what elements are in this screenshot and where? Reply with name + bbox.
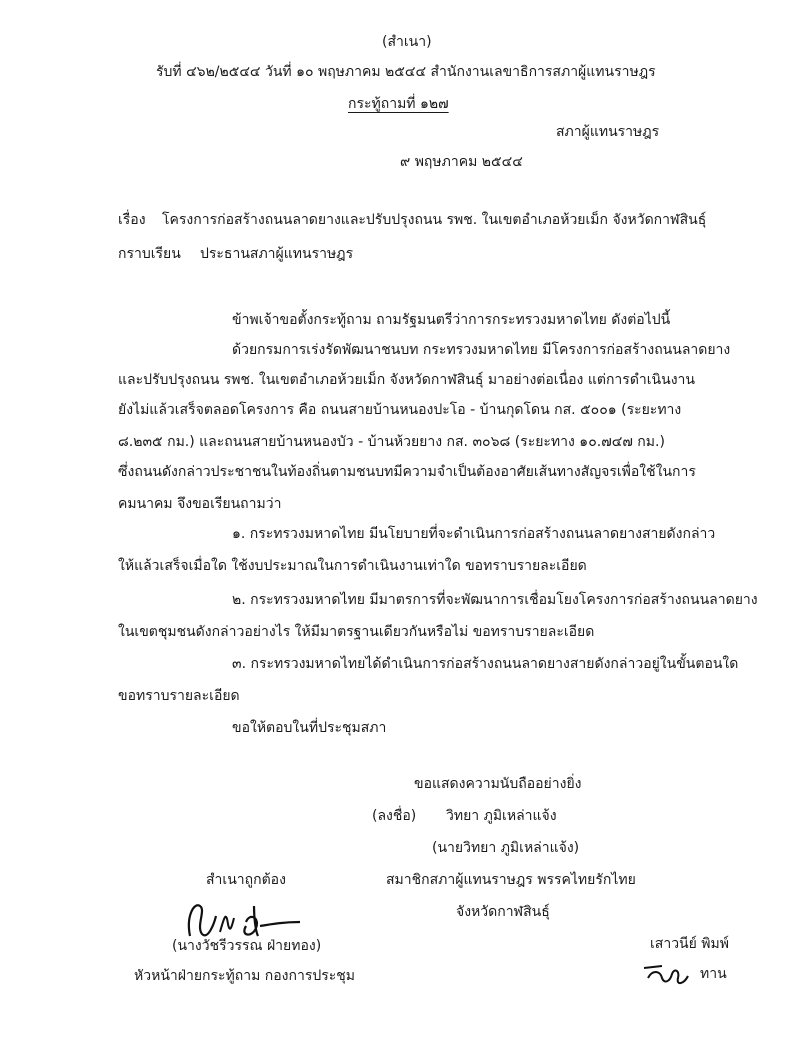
salutation-label: กราบเรียน bbox=[118, 246, 181, 262]
certified-copy-label: สำเนาถูกต้อง bbox=[206, 872, 286, 888]
signer-position: สมาชิกสภาผู้แทนราษฎร พรรคไทยรักไทย bbox=[386, 872, 636, 888]
copy-mark: (สำเนา) bbox=[382, 34, 432, 50]
question-2-line: ๒. กระทรวงมหาดไทย มีมาตรการที่จะพัฒนาการเชื่อมโยงโครงการก่อสร้างถนนลาดยาง bbox=[232, 592, 758, 608]
subject-label: เรื่อง bbox=[118, 212, 146, 228]
answer-request: ขอให้ตอบในที่ประชุมสภา bbox=[232, 720, 387, 736]
paragraph-line: ด้วยกรมการเร่งรัดพัฒนาชนบท กระทรวงมหาดไทย มีโครงการก่อสร้างถนนลาดยาง bbox=[232, 342, 731, 358]
typed-by: เสาวนีย์ พิมพ์ bbox=[650, 936, 729, 952]
receipt-line: รับที่ ๔๖๒/๒๕๔๔ วันที่ ๑๐ พฤษภาคม ๒๕๔๔ สำนักงานเลขาธิการสภาผู้แทนราษฎร bbox=[156, 64, 656, 80]
subject-text: โครงการก่อสร้างถนนลาดยางและปรับปรุงถนน รพช. ในเขตอำเภอห้วยเม็ก จังหวัดกาฬสินธุ์ bbox=[162, 212, 707, 228]
signer-name: วิทยา ภูมิเหล่าแจ้ง bbox=[446, 808, 557, 824]
question-1-line: ๑. กระทรวงมหาดไทย มีนโยบายที่จะดำเนินการก่อสร้างถนนลาดยางสายดังกล่าว bbox=[232, 526, 716, 542]
paragraph-line: คมนาคม จึงขอเรียนถามว่า bbox=[118, 496, 282, 512]
closing-regards: ขอแสดงความนับถืออย่างยิ่ง bbox=[414, 776, 582, 792]
question-2-line: ในเขตชุมชนดังกล่าวอย่างไร ให้มีมาตรฐานเดียวกันหรือไม่ ขอทราบรายละเอียด bbox=[118, 624, 595, 640]
letter-date: ๙ พฤษภาคม ๒๕๔๔ bbox=[400, 154, 523, 170]
certifier-name: (นางวัชรีวรรณ ฝ่ายทอง) bbox=[172, 938, 322, 954]
checker-initials bbox=[640, 958, 700, 988]
intro-line: ข้าพเจ้าขอตั้งกระทู้ถาม ถามรัฐมนตรีว่าการกระทรวงมหาดไทย ดังต่อไปนี้ bbox=[232, 312, 671, 328]
house-name: สภาผู้แทนราษฎร bbox=[556, 124, 660, 140]
certifier-position: หัวหน้าฝ่ายกระทู้ถาม กองการประชุม bbox=[134, 968, 356, 984]
paragraph-line: ยังไม่แล้วเสร็จตลอดโครงการ คือ ถนนสายบ้านหนองปะโอ - บ้านกุดโดน กส. ๕๐๐๑ (ระยะทาง bbox=[118, 402, 682, 418]
question-3-line: ๓. กระทรวงมหาดไทยได้ดำเนินการก่อสร้างถนนลาดยางสายดังกล่าวอยู่ในขั้นตอนใด bbox=[232, 656, 739, 672]
checked-by: ทาน bbox=[700, 966, 727, 982]
paragraph-line: ๘.๒๓๕ กม.) และถนนสายบ้านหนองบัว - บ้านห้วยยาง กส. ๓๐๖๘ (ระยะทาง ๑๐.๗๔๗ กม.) bbox=[118, 434, 665, 450]
question-1-line: ให้แล้วเสร็จเมื่อใด ใช้งบประมาณในการดำเนินงานเท่าใด ขอทราบรายละเอียด bbox=[118, 558, 587, 574]
question-number: กระทู้ถามที่ ๑๒๗ bbox=[348, 96, 449, 112]
salutation-text: ประธานสภาผู้แทนราษฎร bbox=[200, 246, 354, 262]
signer-name-parenthesized: (นายวิทยา ภูมิเหล่าแจ้ง) bbox=[432, 840, 580, 856]
paragraph-line: และปรับปรุงถนน รพช. ในเขตอำเภอห้วยเม็ก จังหวัดกาฬสินธุ์ มาอย่างต่อเนื่อง แต่การดำเนินงาน bbox=[118, 372, 695, 388]
paragraph-line: ซึ่งถนนดังกล่าวประชาชนในท้องถิ่นตามชนบทมีความจำเป็นต้องอาศัยเส้นทางสัญจรเพื่อใช้ในการ bbox=[118, 464, 696, 480]
question-3-line: ขอทราบรายละเอียด bbox=[118, 688, 240, 704]
signed-label: (ลงชื่อ) bbox=[372, 808, 417, 824]
signer-province: จังหวัดกาฬสินธุ์ bbox=[456, 904, 550, 920]
